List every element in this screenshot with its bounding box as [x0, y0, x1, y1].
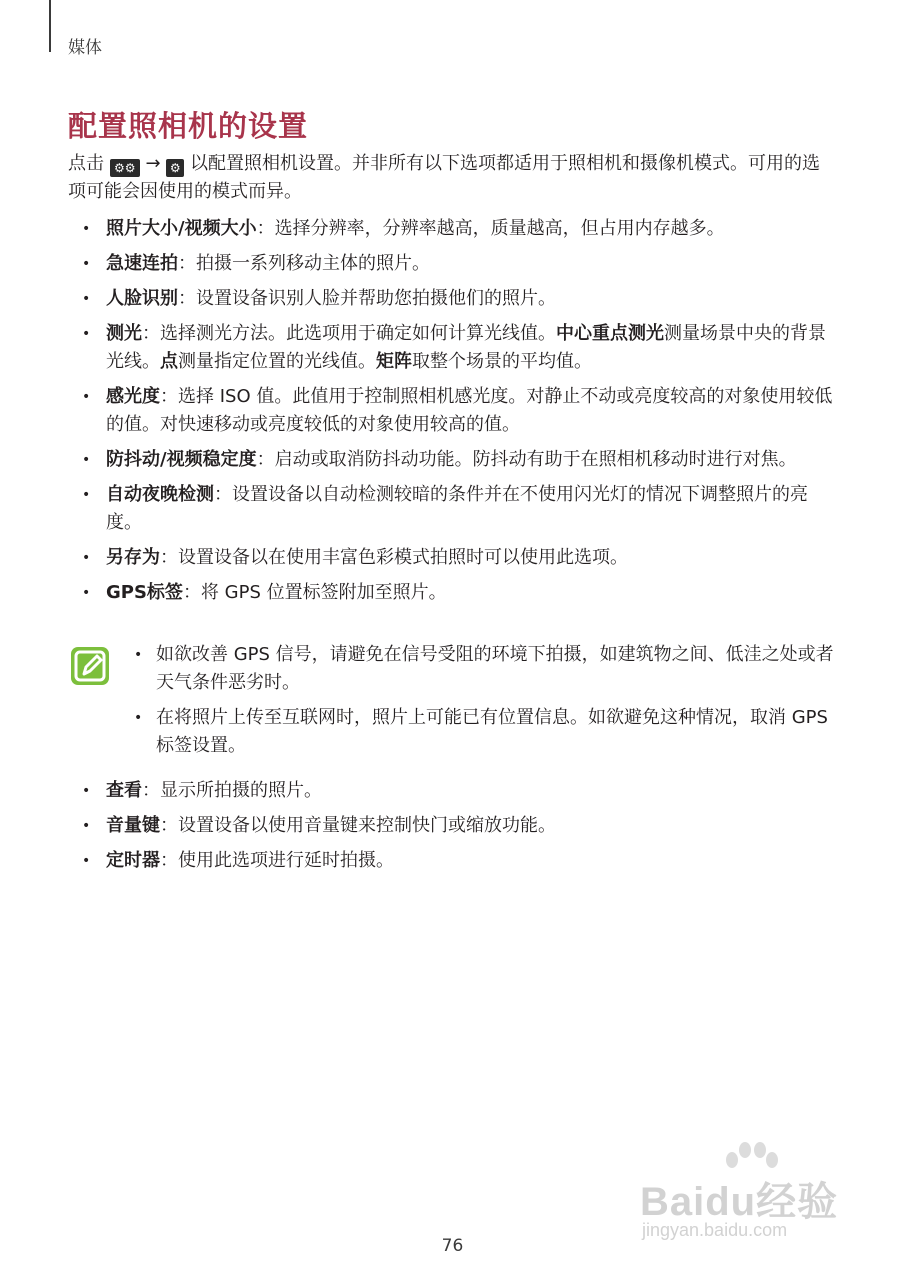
- option-desc: ：使用此选项进行延时拍摄。: [160, 850, 394, 871]
- page-number: 76: [441, 1236, 464, 1256]
- baidu-watermark: [640, 1140, 860, 1250]
- list-item: [68, 812, 838, 840]
- option-desc: ：显示所拍摄的照片。: [142, 780, 322, 801]
- option-desc: ：设置设备识别人脸并帮助您拍摄他们的照片。: [178, 288, 556, 309]
- intro-paragraph: [68, 150, 838, 206]
- option-term: 定时器: [106, 850, 160, 871]
- note-list: [128, 641, 838, 760]
- option-subterm: 中心重点测光: [556, 323, 664, 344]
- list-item: [68, 285, 838, 313]
- option-term: 自动夜晚检测: [106, 484, 214, 505]
- option-term: GPS标签: [106, 582, 183, 603]
- page-title: 配置照相机的设置: [68, 109, 309, 143]
- option-subdesc: 取整个场景的平均值。: [412, 351, 592, 372]
- option-list: [68, 215, 838, 614]
- list-item: [68, 320, 838, 376]
- option-term: 感光度: [106, 386, 160, 407]
- list-item: [68, 446, 838, 474]
- option-desc: ：选择 ISO 值。此值用于控制照相机感光度。对静止不动或亮度较高的对象使用较低的值。对快速移动或亮度较低的对象使用较高的值。: [106, 386, 833, 435]
- option-desc: ：设置设备以在使用丰富色彩模式拍照时可以使用此选项。: [160, 547, 628, 568]
- note-pencil-icon: [70, 646, 110, 686]
- option-desc: ：选择分辨率，分辨率越高，质量越高，但占用内存越多。: [256, 218, 725, 239]
- option-desc: ：选择测光方法。此选项用于确定如何计算光线值。: [142, 323, 556, 344]
- list-item: [68, 847, 838, 875]
- list-item: [68, 544, 838, 572]
- note-item: • 如欲改善 GPS 信号，请避免在信号受阻的环境下拍摄，如建筑物之间、低洼之处或者天气条件恶劣时。: [128, 641, 838, 697]
- option-term: 照片大小/视频大小: [106, 218, 257, 239]
- list-item: [68, 777, 838, 805]
- section-rule: [49, 0, 51, 52]
- option-term: 急速连拍: [106, 253, 178, 274]
- note-item: • 在将照片上传至互联网时，照片上可能已有位置信息。如欲避免这种情况，取消 GPS 标签设置。: [128, 704, 838, 760]
- option-desc: ：启动或取消防抖动功能。防抖动有助于在照相机移动时进行对焦。: [256, 449, 797, 470]
- list-item: [68, 250, 838, 278]
- option-term: 查看: [106, 780, 142, 801]
- watermark-logo: Baidu经验: [640, 1180, 839, 1224]
- arrow-icon: →: [145, 153, 161, 174]
- option-desc: ：设置设备以自动检测较暗的条件并在不使用闪光灯的情况下调整照片的亮度。: [106, 484, 808, 533]
- option-subterm: 点: [160, 351, 178, 372]
- section-label: 媒体: [68, 38, 102, 58]
- option-term: 防抖动/视频稳定度: [106, 449, 257, 470]
- option-desc: ：拍摄一系列移动主体的照片。: [178, 253, 430, 274]
- option-subterm: 矩阵: [376, 351, 412, 372]
- option-term: 另存为: [106, 547, 160, 568]
- list-item: [68, 579, 838, 607]
- option-term: 人脸识别: [106, 288, 178, 309]
- option-subdesc: 测量场景中央的背景光线。: [106, 323, 826, 372]
- intro-prefix: 点击: [68, 153, 104, 174]
- option-subdesc: 测量指定位置的光线值。: [178, 351, 376, 372]
- watermark-url: jingyan.baidu.com: [642, 1220, 788, 1240]
- intro-text: 以配置照相机设置。并非所有以下选项都适用于照相机和摄像机模式。可用的选项可能会因使用的模式而异。: [68, 153, 821, 202]
- note-box: [68, 641, 838, 767]
- settings-icon: ⚙⚙: [110, 159, 140, 177]
- gear-icon: ⚙: [166, 159, 184, 177]
- option-term: 测光: [106, 323, 142, 344]
- list-item: [68, 481, 838, 537]
- option-desc: ：将 GPS 位置标签附加至照片。: [182, 582, 447, 603]
- option-desc: ：设置设备以使用音量键来控制快门或缩放功能。: [160, 815, 556, 836]
- list-item: [68, 215, 838, 243]
- option-term: 音量键: [106, 815, 160, 836]
- option-list-continued: [68, 777, 838, 882]
- list-item: [68, 383, 838, 439]
